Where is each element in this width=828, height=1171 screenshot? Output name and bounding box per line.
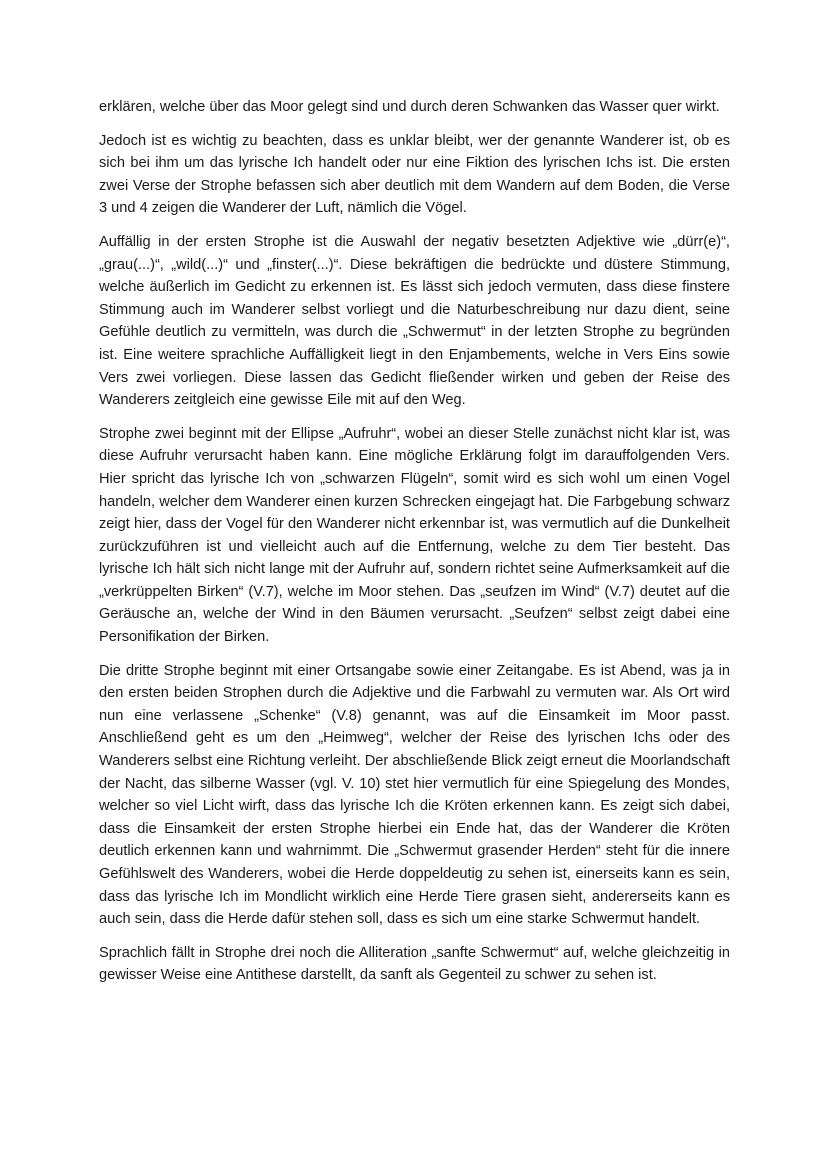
paragraph-3: Auffällig in der ersten Strophe ist die Auswahl der negativ besetzten Adjektive wie „dürr(e)“, „grau(...)“, „wild(...)“ und „finster(...)“. Diese bekräftigen die bedrückte und düstere Stimmung, welche äußerlich im Gedicht zu erkennen ist. Es lässt sich jedoch vermuten, dass diese finstere Stimmung auch im Wanderer selbst vorliegt und die Naturbeschreibung nur dazu dient, seine Gefühle deutlich zu vermitteln, was durch die „Schwermut“ in der letzten Strophe zu begründen ist. Eine weitere sprachliche Auffälligkeit liegt in den Enjambements, welche in Vers Eins sowie Vers zwei vorliegen. Diese lassen das Gedicht fließender wirken und geben der Reise des Wanderers zeitgleich eine gewisse Eile mit auf den Weg.	[99, 233, 730, 409]
paragraph-6: Sprachlich fällt in Strophe drei noch die Alliteration „sanfte Schwermut“ auf, welche gleichzeitig in gewisser Weise eine Antithese darstellt, da sanft als Gegenteil zu schwer zu sehen ist.	[99, 944, 730, 984]
paragraph-2: Jedoch ist es wichtig zu beachten, dass es unklar bleibt, wer der genannte Wanderer ist, ob es sich bei ihm um das lyrische Ich handelt oder nur eine Fiktion des lyrischen Ichs ist. Die ersten zwei Verse der Strophe befassen sich aber deutlich mit dem Wandern auf dem Boden, die Verse 3 und 4 zeigen die Wanderer der Luft, nämlich die Vögel.	[99, 132, 730, 217]
paragraph-1: erklären, welche über das Moor gelegt sind und durch deren Schwanken das Wasser quer wirkt.	[99, 99, 720, 115]
document-page	[99, 96, 730, 998]
paragraph-5: Die dritte Strophe beginnt mit einer Ortsangabe sowie einer Zeitangabe. Es ist Abend, was ja in den ersten beiden Strophen durch die Adjektive und die Farbwahl zu vermuten war. Als Ort wird nun eine verlassene „Schenke“ (V.8) genannt, was auf die Einsamkeit im Moor passt. Anschließend geht es um den „Heimweg“, welcher der Reise des lyrischen Ichs oder des Wanderers selbst eine Richtung verleiht. Der abschließende Blick zeigt erneut die Moorlandschaft der Nacht, das silberne Wasser (vgl. V. 10) stet hier vermutlich für eine Spiegelung des Mondes, welcher so viel Licht wirft, dass das lyrische Ich die Kröten erkennen kann. Es zeigt sich dabei, dass die Einsamkeit der ersten Strophe hierbei ein Ende hat, das der Wanderer die Kröten deutlich erkennen kann und wahrnimmt. Die „Schwermut grasender Herden“ steht für die innere Gefühlswelt des Wanderers, wobei die Herde doppeldeutig zu sehen ist, einerseits kann es sein, dass das lyrische Ich im Mondlicht wirklich eine Herde Tiere grasen sieht, andererseits kann es auch sein, dass die Herde dafür stehen soll, dass es sich um eine starke Schwermut handelt.	[99, 662, 730, 928]
paragraph-4: Strophe zwei beginnt mit der Ellipse „Aufruhr“, wobei an dieser Stelle zunächst nicht klar ist, was diese Aufruhr verursacht haben kann. Eine mögliche Erklärung folgt im darauffolgenden Vers. Hier spricht das lyrische Ich von „schwarzen Flügeln“, somit wird es sich wohl um einen Vogel handeln, welcher dem Wanderer einen kurzen Schrecken eingejagt hat. Die Farbgebung schwarz zeigt hier, dass der Vogel für den Wanderer nicht erkennbar ist, was vermutlich auf die Dunkelheit zurückzuführen ist und vielleicht auch auf die Entfernung, welche zu dem Tier besteht. Das lyrische Ich hält sich nicht lange mit der Aufruhr auf, sondern richtet seine Aufmerksamkeit auf die „verkrüppelten Birken“ (V.7), welche im Moor stehen. Das „seufzen im Wind“ (V.7) deutet auf die Geräusche an, welche der Wind in den Bäumen verursacht. „Seufzen“ selbst zeigt dabei eine Personifikation der Birken.	[99, 425, 730, 646]
